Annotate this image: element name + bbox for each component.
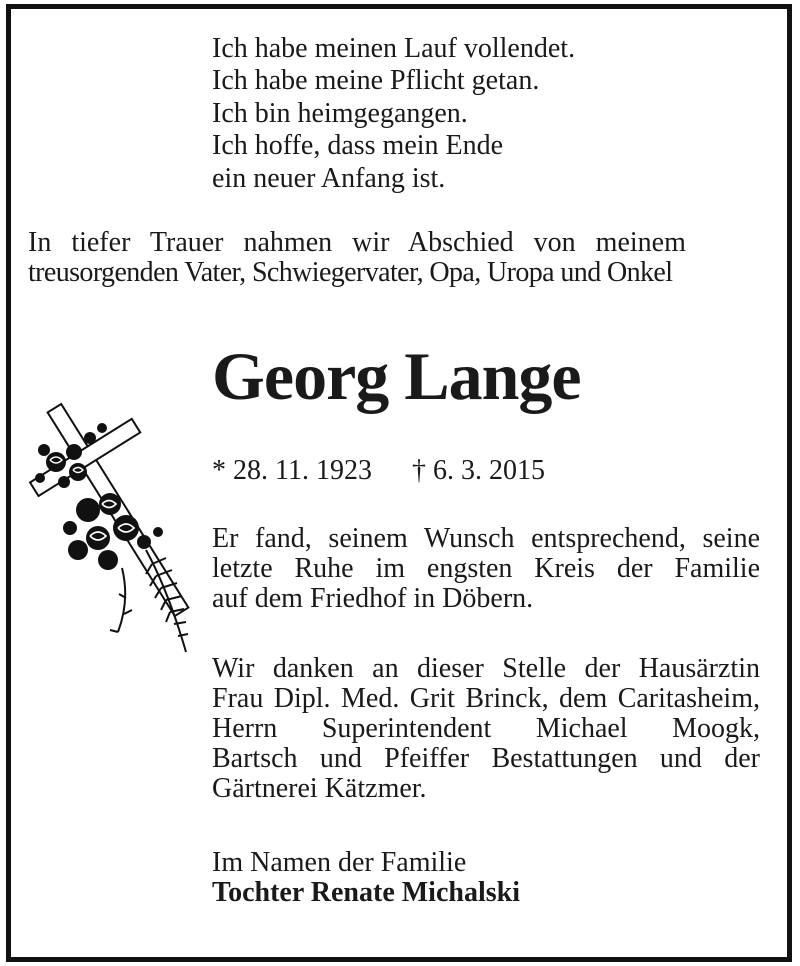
paragraph-line: Er fand, seinem Wunsch entsprechend, seine bbox=[212, 523, 760, 554]
cross-with-roses-icon bbox=[18, 400, 198, 660]
thanks-paragraph bbox=[212, 654, 760, 804]
signatory-name: Tochter Renate Michalski bbox=[212, 877, 520, 908]
poem-line: ein neuer Anfang ist. bbox=[212, 162, 446, 194]
deceased-name: Georg Lange bbox=[212, 338, 581, 414]
paragraph-line: Frau Dipl. Med. Grit Brinck, dem Caritasheim, bbox=[212, 683, 760, 714]
paragraph-line: Wir danken an dieser Stelle der Hausärztin bbox=[212, 653, 760, 684]
poem-line: Ich habe meine Pflicht getan. bbox=[212, 65, 540, 97]
signature bbox=[212, 848, 520, 908]
signature-line: Im Namen der Familie bbox=[212, 847, 467, 878]
paragraph-line: Bartsch und Pfeiffer Bestattungen und der bbox=[212, 743, 760, 774]
paragraph-line: Herrn Superintendent Michael Moogk, bbox=[212, 713, 760, 744]
poem-line: Ich bin heimgegangen. bbox=[212, 97, 468, 129]
intro-line: treusorgenden Vater, Schwiegervater, Opa, Uropa und Onkel bbox=[28, 257, 673, 288]
poem bbox=[212, 33, 575, 195]
poem-line: Ich hoffe, dass mein Ende bbox=[212, 130, 504, 162]
paragraph-line: auf dem Friedhof in Döbern. bbox=[212, 583, 534, 614]
paragraph-line: Gärtnerei Kätzmer. bbox=[212, 773, 427, 804]
life-dates bbox=[212, 454, 545, 488]
birth-date: * 28. 11. 1923 bbox=[212, 455, 372, 486]
intro-line: In tiefer Trauer nahmen wir Abschied von meinem bbox=[28, 227, 686, 258]
death-date: † 6. 3. 2015 bbox=[411, 455, 545, 486]
burial-paragraph bbox=[212, 524, 760, 614]
paragraph-line: letzte Ruhe im engsten Kreis der Familie bbox=[212, 553, 760, 584]
poem-line: Ich habe meinen Lauf vollendet. bbox=[212, 33, 576, 64]
mourning-intro bbox=[28, 228, 758, 288]
